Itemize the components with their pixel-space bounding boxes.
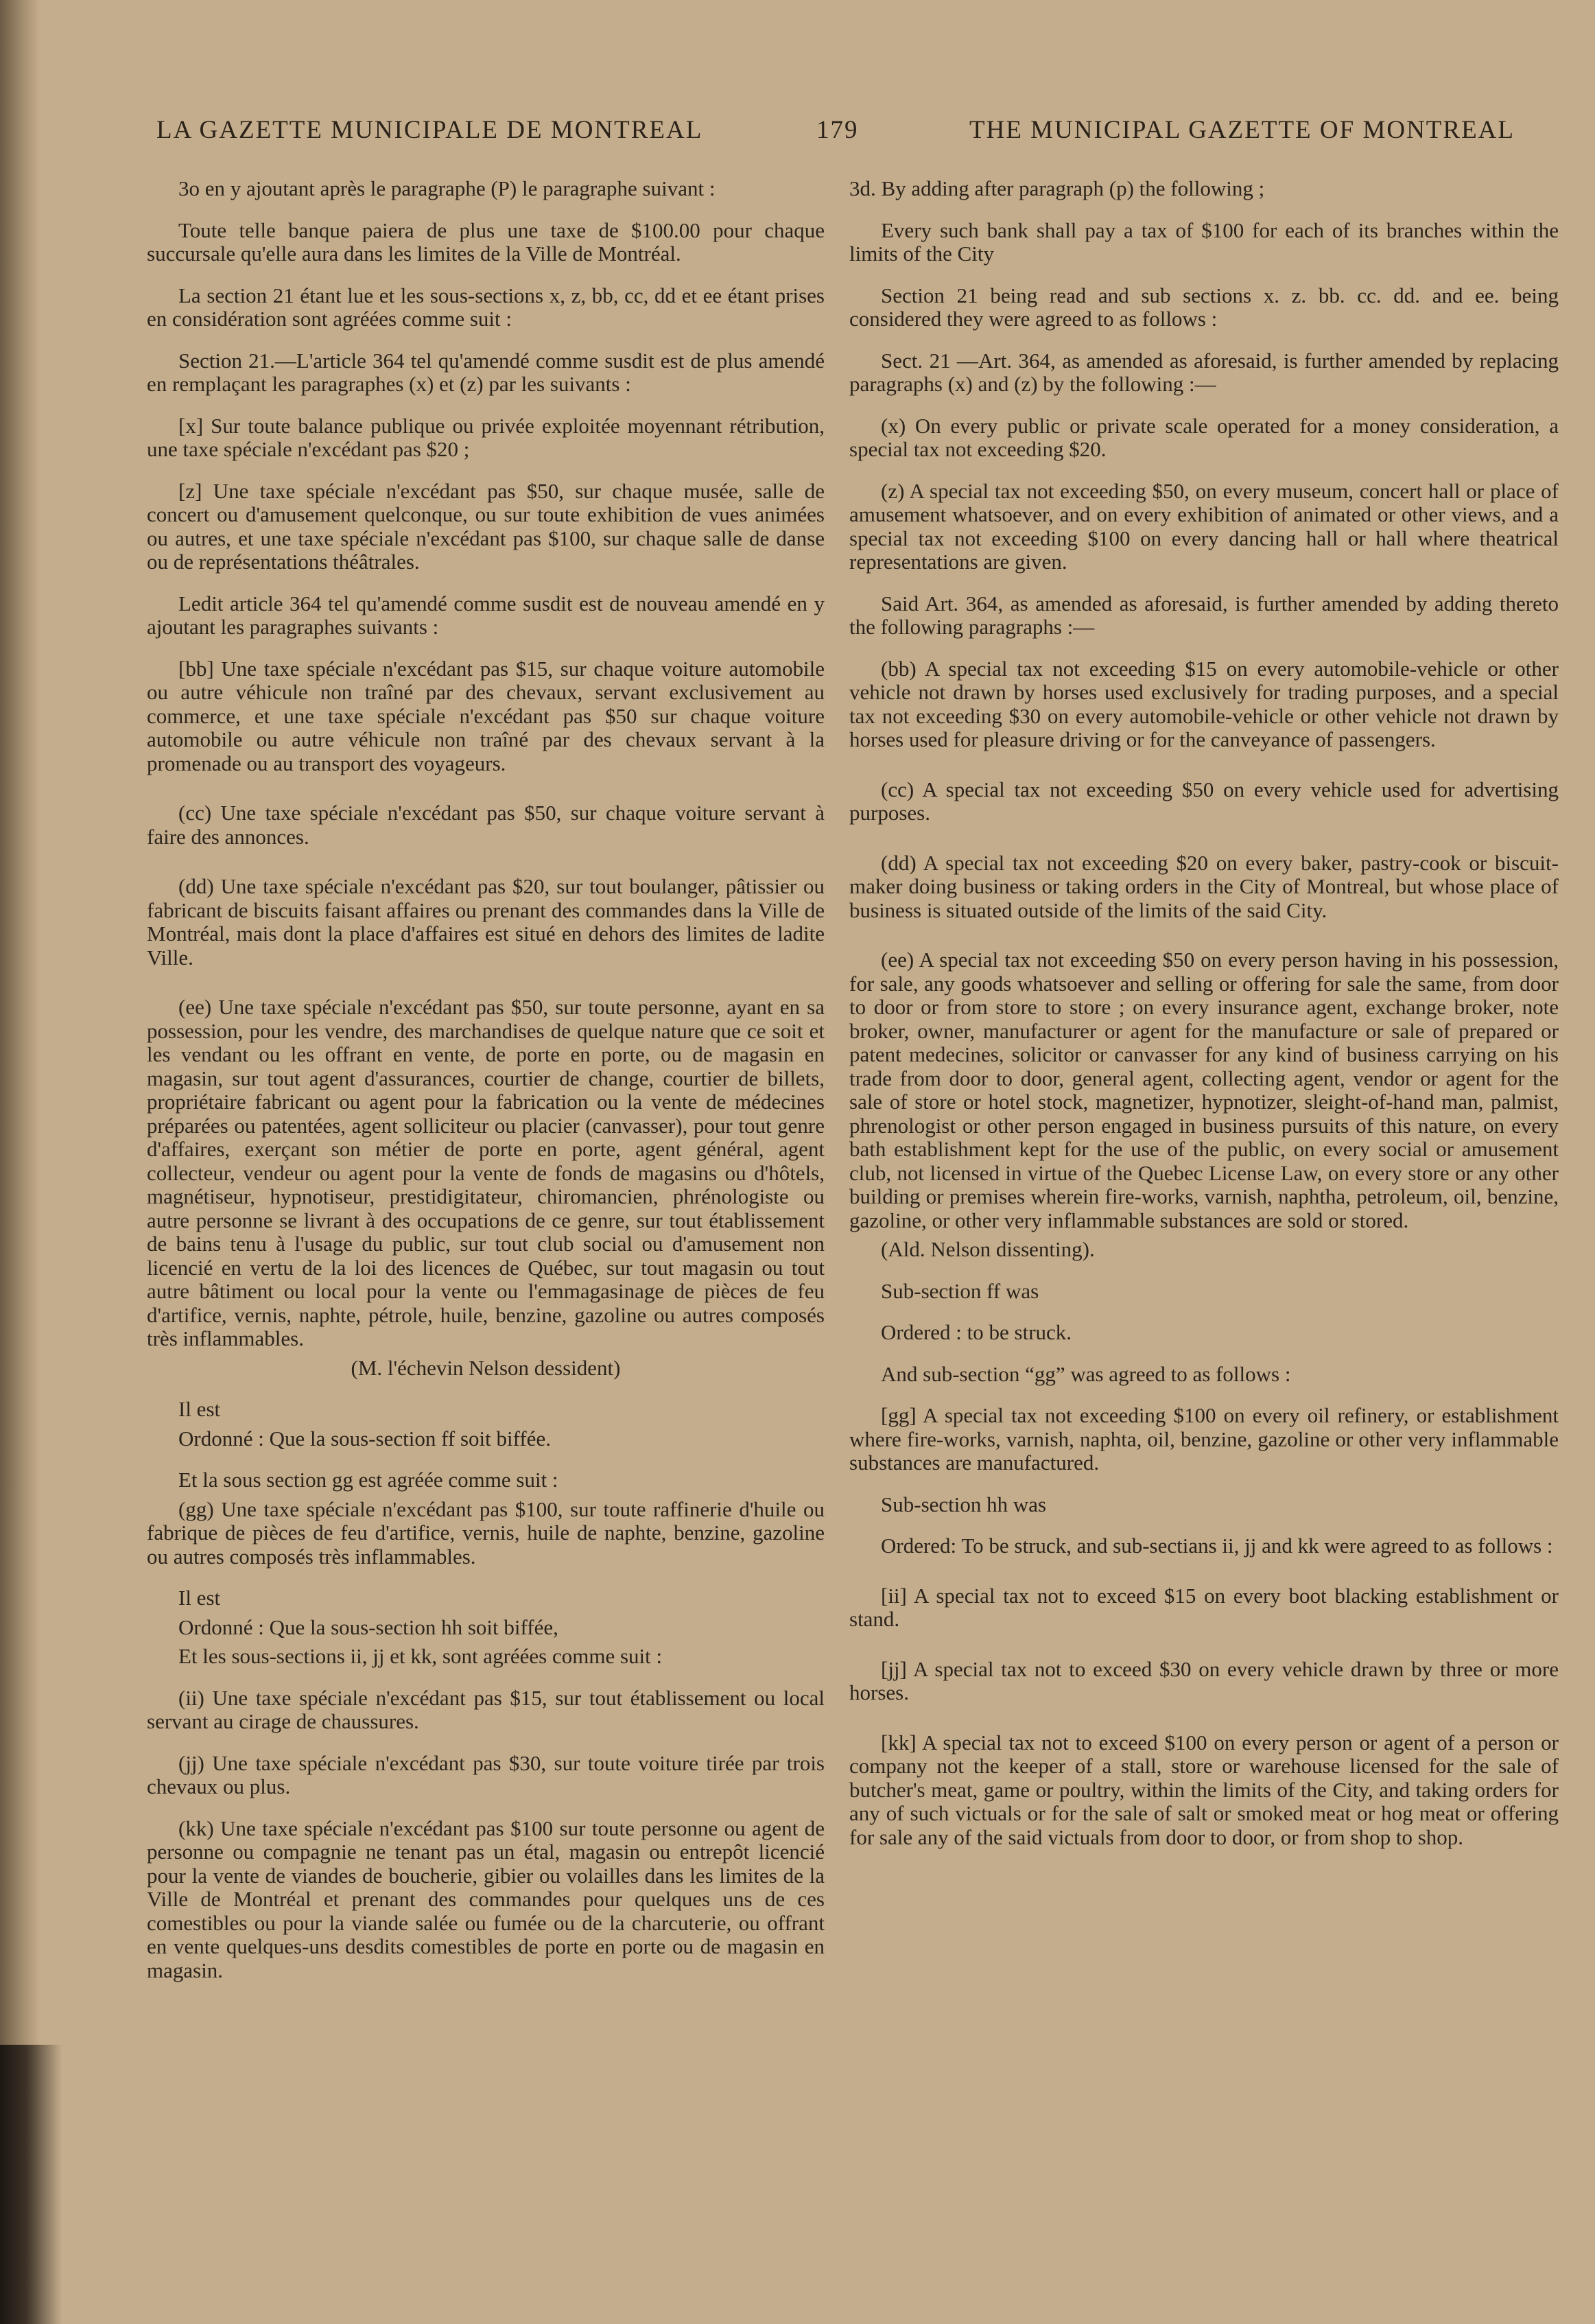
en-paragraph: Sub-section hh was: [881, 1492, 1047, 1516]
fr-paragraph: (ee) Une taxe spéciale n'excédant pas $50, sur toute personne, ayant en sa possession, pour les vendre, des marchandises de quelque nature que ce soit et les vendant ou les offrant en vente, de porte en porte, ou de magasin en magasin, sur tout agent d'assurances, courtier de change, courtier de billets, propriétaire fabricant ou agent pour la fabrication ou la vente de médecines préparées ou patentées, agent solliciteur ou placier (canvasser), pour tout genre d'affaires, exerçant son métier de porte en porte, agent général, agent collecteur, vendeur ou agent pour la vente de fonds de magasins ou d'hôtels, magnétiseur, hypnotiseur, prestidigitateur, chiromancien, phrénologiste ou autre personne se livrant à des occupations de ce genre, sur tout établissement de bains tenu à l'usage du public, sur tout club social ou d'amusement non licencié en vertu de la loi des licences de Québec, sur tout magasin ou tout autre bâtiment ou local pour la vente ou l'emmagasinage de pièces de feu d'artifice, vernis, naphte, pétrole, huile, benzine, gazoline ou autres composés très inflammables.: [147, 995, 825, 1350]
en-paragraph: [gg] A special tax not exceeding $100 on every oil refinery, or establishment where fire-works, varnish, naphta, oil, benzine, gazoline or other very inflammable substances are manufactured.: [849, 1403, 1559, 1475]
en-paragraph: And sub-section “gg” was agreed to as follows :: [881, 1361, 1291, 1386]
en-paragraph: Said Art. 364, as amended as aforesaid, is further amended by adding thereto the following paragraphs :—: [849, 591, 1559, 639]
en-paragraph: Every such bank shall pay a tax of $100 for each of its branches within the limits of the City: [849, 218, 1559, 266]
en-paragraph: (dd) A special tax not exceeding $20 on every baker, pastry-cook or biscuit-maker doing business or taking orders in the City of Montreal, but whose place of business is situated outside of the limits of the said City.: [849, 850, 1559, 922]
binding-shadow: [0, 0, 40, 2324]
english-column: [849, 177, 1559, 1867]
fr-paragraph: (kk) Une taxe spéciale n'excédant pas $100 sur toute personne ou agent de personne ou compagnie ne tenant pas un étal, magasin ou entrepôt licencié pour la vente de viandes de boucherie, gibier ou volailles dans les limites de la Ville de Montréal et prenant des commandes pour quelques uns de ces comestibles ou pour la viande salée ou fumée ou de la charcuterie, ou offrant en vente quelques-uns desdits comestibles de porte en porte ou de magasin en magasin.: [147, 1816, 825, 1982]
french-column: [147, 177, 825, 2000]
en-paragraph: Sub-section ff was: [881, 1278, 1039, 1303]
en-paragraph: (ee) A special tax not exceeding $50 on every person having in his possession, for sale, any goods whatsoever and selling or offering for sale the same, from door to door or from store to store ; on every insurance agent, exchange broker, note broker, owner, manufacturer or agent for the manufacture or sale of prepared or patent medecines, solicitor or canvasser for any kind of business carrying on his trade from door to door, general agent, collecting agent, vendor or agent for the sale of store or hotel stock, magnetizer, hypnotizer, sleight-of-hand man, palmist, phrenologist or other person engaged in business pursuits of this nature, on every bath establishment kept for the use of the public, on every social or amusement club, not licensed in virtue of the Quebec License Law, on every store or any other building or premises wherein fire-works, varnish, naphtha, petroleum, oil, benzine, gazoline, or other very inflammable substances are sold or stored.: [849, 948, 1559, 1232]
fr-paragraph: [x] Sur toute balance publique ou privée exploitée moyennant rétribution, une taxe spéciale n'excédant pas $20 ;: [147, 413, 825, 461]
fr-paragraph: (jj) Une taxe spéciale n'excédant pas $30, sur toute voiture tirée par trois chevaux ou plus.: [147, 1750, 825, 1798]
fr-paragraph: La section 21 étant lue et les sous-sections x, z, bb, cc, dd et ee étant prises en considération sont agréées comme suit :: [147, 283, 825, 331]
fr-paragraph: Il est: [178, 1397, 221, 1421]
fr-paragraph: Section 21.—L'article 364 tel qu'amendé comme susdit est de plus amendé en remplaçant les paragraphes (x) et (z) par les suivants :: [147, 348, 825, 396]
fr-paragraph: 3o en y ajoutant après le paragraphe (P) le paragraphe suivant :: [178, 176, 716, 200]
fr-paragraph: (dd) Une taxe spéciale n'excédant pas $20, sur tout boulanger, pâtissier ou fabricant de biscuits faisant affaires ou prenant des commandes dans la Ville de Montréal, mais dont la place d'affaires est situé en dehors des limites de ladite Ville.: [147, 874, 825, 970]
fr-paragraph: Il est: [178, 1586, 221, 1610]
page-header: [156, 115, 1515, 156]
en-paragraph: [ii] A special tax not to exceed $15 on every boot blacking establishment or stand.: [849, 1583, 1559, 1631]
en-paragraph: Ordered : to be struck.: [881, 1320, 1072, 1344]
en-paragraph: (cc) A special tax not exceeding $50 on every vehicle used for advertising purposes.: [849, 777, 1559, 825]
en-paragraph: [kk] A special tax not to exceed $100 on every person or agent of a person or company not the keeper of a stall, store or warehouse licensed for the sale of butcher's meat, game or poultry, within the limits of the City, and taking orders for any of such victuals or for the sale of salt or smoked meat or hog meat or offering for sale any of the said victuals from door to door, or from shop to shop.: [849, 1730, 1559, 1849]
fr-paragraph: [bb] Une taxe spéciale n'excédant pas $15, sur chaque voiture automobile ou autre véhicule non traîné par des chevaux, servant exclusivement au commerce, et une taxe spéciale n'excédant pas $50 sur chaque voiture automobile ou autre véhicule non traîné par des chevaux servant à la promenade ou au transport des voyageurs.: [147, 656, 825, 775]
en-paragraph: Ordered: To be struck, and sub-sectians ii, jj and kk were agreed to as follows :: [881, 1534, 1553, 1558]
fr-paragraph: (cc) Une taxe spéciale n'excédant pas $50, sur chaque voiture servant à faire des annonces.: [147, 801, 825, 849]
fr-paragraph: Et la sous section gg est agréée comme suit :: [178, 1468, 558, 1492]
header-french-title: LA GAZETTE MUNICIPALE DE MONTREAL: [156, 116, 703, 144]
en-paragraph: Sect. 21 —Art. 364, as amended as aforesaid, is further amended by replacing paragraphs (x) and (z) by the following :—: [849, 348, 1559, 396]
binding-shadow-bottom: [0, 2045, 62, 2324]
fr-dissent-note: (M. l'échevin Nelson dessident): [351, 1355, 621, 1380]
en-paragraph: 3d. By adding after paragraph (p) the following ;: [849, 176, 1265, 200]
en-paragraph: (z) A special tax not exceeding $50, on every museum, concert hall or place of amusement whatsoever, and on every exhibition of animated or other views, and a special tax not exceeding $100 on every dancing hall or hall where theatrical representations are given.: [849, 478, 1559, 574]
fr-paragraph: Ledit article 364 tel qu'amendé comme susdit est de nouveau amendé en y ajoutant les paragraphes suivants :: [147, 591, 825, 639]
fr-paragraph: Ordonné : Que la sous-section hh soit biffée,: [178, 1615, 558, 1639]
fr-paragraph: Toute telle banque paiera de plus une taxe de $100.00 pour chaque succursale qu'elle aura dans les limites de la Ville de Montréal.: [147, 218, 825, 266]
en-paragraph: (bb) A special tax not exceeding $15 on every automobile-vehicle or other vehicle not drawn by horses used exclusively for trading purposes, and a special tax not exceeding $30 on every automobile-vehicle or other vehicle not drawn by horses used for pleasure driving or for the canveyance of passengers.: [849, 656, 1559, 751]
header-english-title: THE MUNICIPAL GAZETTE OF MONTREAL: [969, 116, 1515, 144]
en-dissent-note: (Ald. Nelson dissenting).: [881, 1237, 1095, 1261]
fr-paragraph: Et les sous-sections ii, jj et kk, sont agréées comme suit :: [178, 1644, 663, 1668]
page-number: 179: [816, 116, 859, 144]
fr-paragraph: Ordonné : Que la sous-section ff soit biffée.: [178, 1426, 551, 1451]
fr-paragraph: [z] Une taxe spéciale n'excédant pas $50, sur chaque musée, salle de concert ou d'amusement quelconque, ou sur toute exhibition de vues animées ou autres, et une taxe spéciale n'excédant pas $100, sur chaque salle de danse ou de représentations théâtrales.: [147, 478, 825, 574]
en-paragraph: (x) On every public or private scale operated for a money consideration, a special tax not exceeding $20.: [849, 413, 1559, 461]
fr-paragraph: (ii) Une taxe spéciale n'excédant pas $15, sur tout établissement ou local servant au cirage de chaussures.: [147, 1685, 825, 1733]
en-paragraph: [jj] A special tax not to exceed $30 on every vehicle drawn by three or more horses.: [849, 1656, 1559, 1704]
en-paragraph: Section 21 being read and sub sections x. z. bb. cc. dd. and ee. being considered they were agreed to as follows :: [849, 283, 1559, 331]
fr-paragraph: (gg) Une taxe spéciale n'excédant pas $100, sur toute raffinerie d'huile ou fabrique de pièces de feu d'artifice, vernis, huile de naphte, benzine, gazoline ou autres composés très inflammables.: [147, 1496, 825, 1569]
